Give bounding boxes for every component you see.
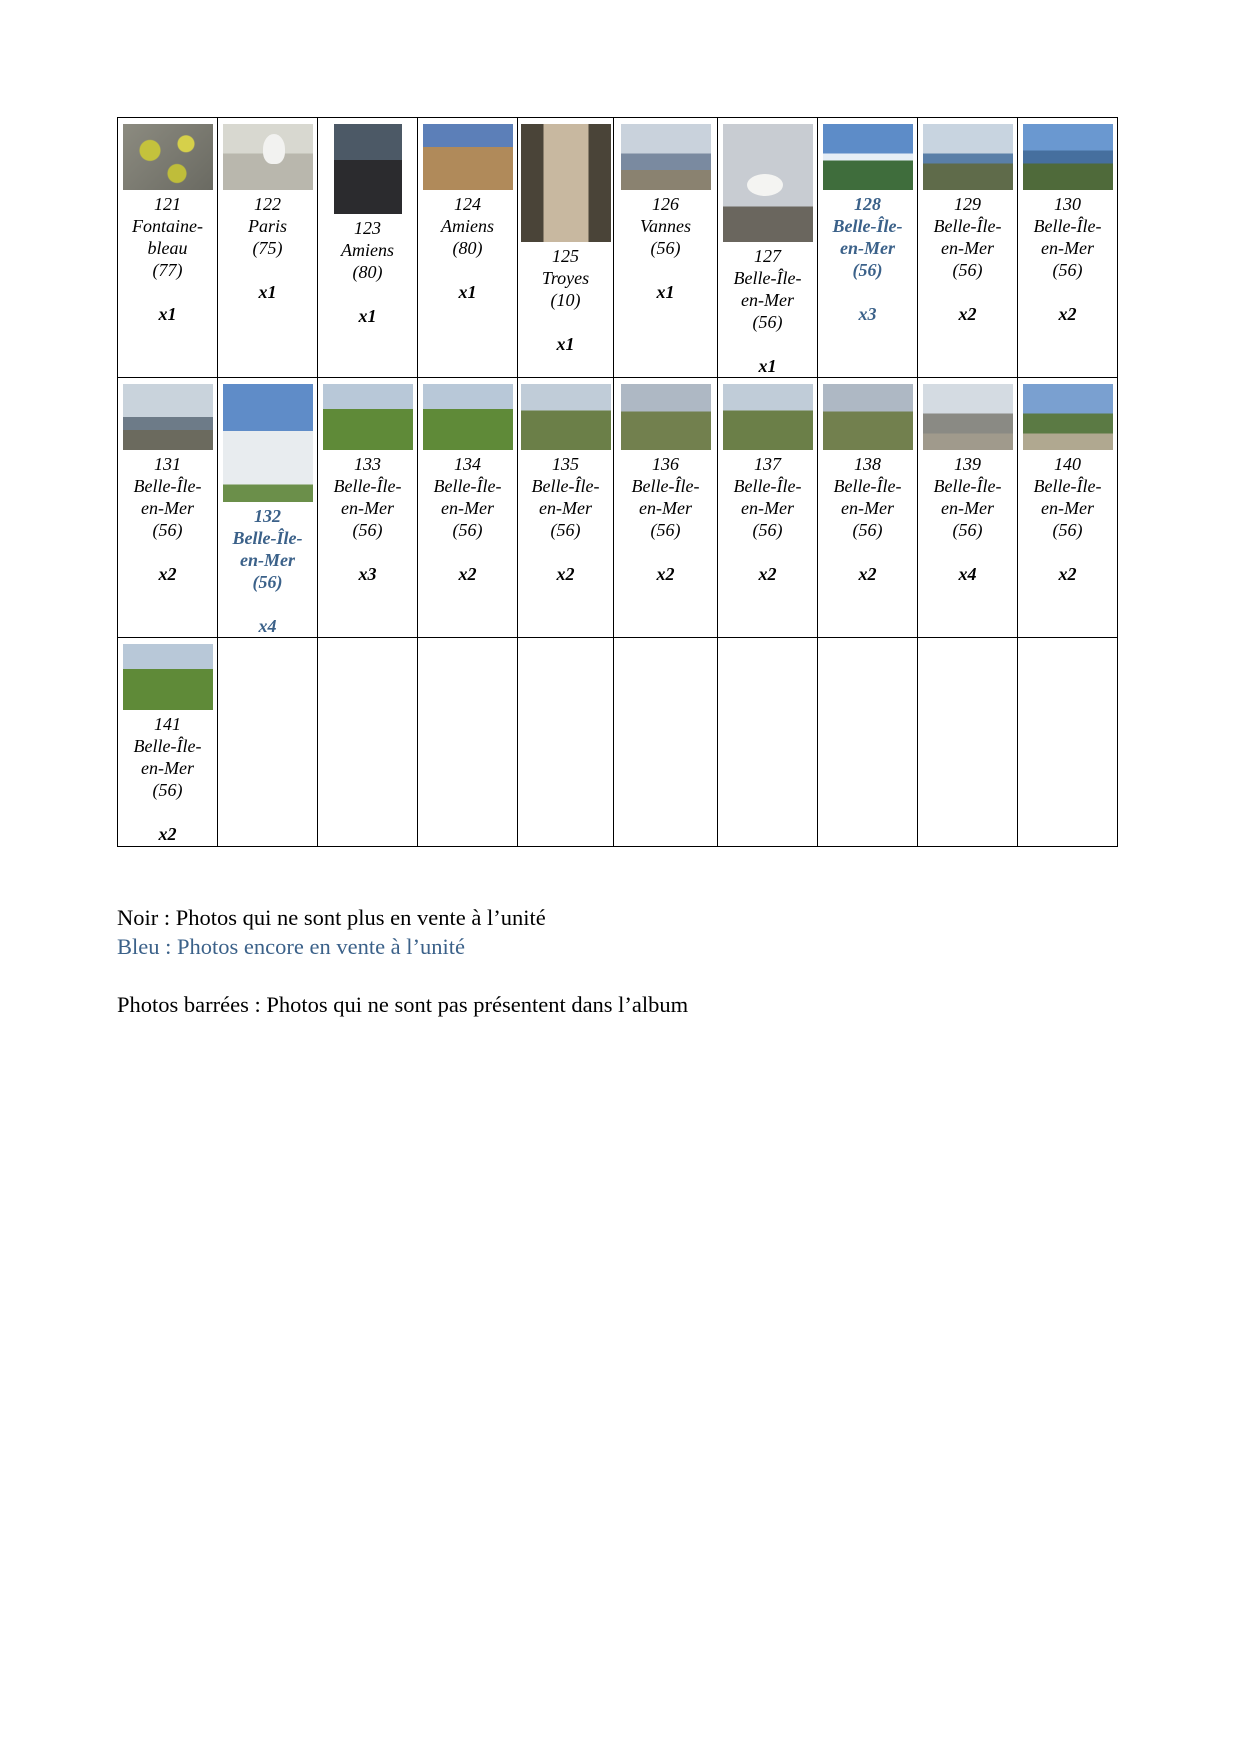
photo-department: (56): [952, 260, 983, 280]
photo-cell: [318, 118, 418, 378]
photo-thumbnail: [223, 384, 313, 502]
photo-quantity: x3: [358, 564, 377, 584]
photo-cell: [614, 378, 718, 638]
table-row: [118, 118, 1118, 378]
photo-department: (80): [452, 238, 483, 258]
photo-entry: [918, 378, 1017, 585]
photo-quantity: x4: [258, 616, 277, 636]
empty-cell: [818, 638, 918, 847]
legend-black-line: Noir : Photos qui ne sont plus en vente à l’unité: [117, 905, 546, 930]
photo-department: (56): [452, 520, 483, 540]
empty-cell: [718, 638, 818, 847]
photo-number: 139: [954, 454, 981, 474]
photo-entry: [418, 378, 517, 585]
photo-department: (56): [952, 520, 983, 540]
photo-number: 132: [254, 506, 281, 526]
photo-entry: [518, 118, 613, 355]
photo-entry: [318, 118, 417, 327]
photo-number: 125: [552, 246, 579, 266]
legend-spacer: [117, 961, 688, 990]
photo-number: 122: [254, 194, 281, 214]
photo-cell: [718, 118, 818, 378]
photo-number: 134: [454, 454, 481, 474]
photo-entry: [218, 378, 317, 637]
photo-cell: [918, 118, 1018, 378]
photo-quantity: x2: [158, 824, 177, 844]
photo-thumbnail: [923, 124, 1013, 190]
photo-entry: [1018, 378, 1117, 585]
photo-thumbnail: [823, 384, 913, 450]
photo-department: (56): [752, 520, 783, 540]
photo-location: Belle-Île-en-Mer: [733, 476, 802, 518]
photo-cell: [518, 118, 614, 378]
photo-quantity: x4: [958, 564, 977, 584]
empty-cell: [418, 638, 518, 847]
photo-quantity: x1: [758, 356, 777, 376]
photo-quantity: x1: [458, 282, 477, 302]
photo-cell: [818, 378, 918, 638]
photo-entry: [318, 378, 417, 585]
legend-strike-line: Photos barrées : Photos qui ne sont pas présentent dans l’album: [117, 992, 689, 1017]
photo-quantity: x1: [358, 306, 377, 326]
photo-number: 127: [754, 246, 781, 266]
photo-location: Belle-Île-en-Mer: [232, 528, 303, 570]
photo-department: (75): [252, 238, 283, 258]
photo-quantity: x2: [158, 564, 177, 584]
photo-location: Paris: [247, 216, 287, 236]
photo-number: 130: [1054, 194, 1081, 214]
photo-thumbnail: [621, 124, 711, 190]
photo-number: 128: [854, 194, 881, 214]
photo-cell: [218, 118, 318, 378]
photo-quantity: x2: [1058, 304, 1077, 324]
photo-entry: [918, 118, 1017, 325]
photo-location: Belle-Île-en-Mer: [133, 736, 202, 778]
photo-location: Belle-Île-en-Mer: [133, 476, 202, 518]
photo-entry: [418, 118, 517, 303]
photo-thumbnail: [723, 384, 813, 450]
empty-cell: [218, 638, 318, 847]
photo-number: 121: [154, 194, 181, 214]
photo-quantity: x2: [556, 564, 575, 584]
photo-department: (56): [152, 780, 183, 800]
photo-cell: [518, 378, 614, 638]
table-row: [118, 638, 1118, 847]
photo-cell: [1018, 378, 1118, 638]
empty-cell: [518, 638, 614, 847]
photo-cell: [118, 638, 218, 847]
photo-location: Belle-Île-en-Mer: [832, 216, 903, 258]
photo-thumbnail: [423, 124, 513, 190]
photo-entry: [218, 118, 317, 303]
photo-thumbnail: [223, 124, 313, 190]
empty-cell: [614, 638, 718, 847]
table-row: [118, 378, 1118, 638]
photo-location: Belle-Île-en-Mer: [933, 216, 1002, 258]
empty-cell: [318, 638, 418, 847]
photo-location: Fontaine-bleau: [132, 216, 203, 258]
photo-entry: [718, 118, 817, 377]
photo-department: (56): [550, 520, 581, 540]
photo-location: Belle-Île-en-Mer: [1033, 476, 1102, 518]
photo-quantity: x1: [556, 334, 575, 354]
photo-department: (56): [752, 312, 783, 332]
photo-quantity: x2: [458, 564, 477, 584]
photo-department: (77): [152, 260, 183, 280]
photo-thumbnail: [1023, 384, 1113, 450]
photo-quantity: x1: [258, 282, 277, 302]
photo-cell: [718, 378, 818, 638]
photo-entry: [518, 378, 613, 585]
photo-cell: [1018, 118, 1118, 378]
photo-department: (56): [650, 520, 681, 540]
photo-cell: [418, 378, 518, 638]
photo-location: Troyes: [541, 268, 590, 288]
photo-quantity: x2: [758, 564, 777, 584]
photo-cell: [118, 118, 218, 378]
photo-location: Vannes: [640, 216, 691, 236]
photo-thumbnail: [621, 384, 711, 450]
photo-quantity: x3: [858, 304, 877, 324]
photo-entry: [118, 638, 217, 845]
photo-thumbnail: [334, 124, 402, 214]
photo-entry: [118, 118, 217, 325]
photo-quantity: x1: [158, 304, 177, 324]
photo-entry: [118, 378, 217, 585]
photo-department: (56): [252, 572, 283, 592]
photo-entry: [718, 378, 817, 585]
photo-number: 138: [854, 454, 881, 474]
legend-blue-line: Bleu : Photos encore en vente à l’unité: [117, 934, 466, 959]
photo-quantity: x2: [656, 564, 675, 584]
photo-number: 141: [154, 714, 181, 734]
photo-number: 126: [652, 194, 679, 214]
photo-entry: [818, 118, 917, 325]
photo-number: 140: [1054, 454, 1081, 474]
photo-quantity: x2: [958, 304, 977, 324]
photo-department: (10): [550, 290, 581, 310]
photo-number: 136: [652, 454, 679, 474]
photo-thumbnail: [521, 124, 611, 242]
photo-department: (56): [1052, 520, 1083, 540]
photo-location: Belle-Île-en-Mer: [733, 268, 802, 310]
legend: [117, 903, 688, 1019]
photo-number: 129: [954, 194, 981, 214]
photo-entry: [818, 378, 917, 585]
photo-thumbnail: [923, 384, 1013, 450]
photo-location: Belle-Île-en-Mer: [631, 476, 700, 518]
photo-entry: [614, 118, 717, 303]
photo-cell: [614, 118, 718, 378]
photo-cell: [918, 378, 1018, 638]
photo-number: 124: [454, 194, 481, 214]
photo-number: 131: [154, 454, 181, 474]
photo-location: Amiens: [441, 216, 494, 236]
photo-department: (56): [352, 520, 383, 540]
photo-entry: [1018, 118, 1117, 325]
photo-location: Belle-Île-en-Mer: [531, 476, 600, 518]
empty-cell: [918, 638, 1018, 847]
photo-department: (56): [650, 238, 681, 258]
empty-cell: [1018, 638, 1118, 847]
photo-department: (56): [1052, 260, 1083, 280]
photo-thumbnail: [123, 124, 213, 190]
photo-thumbnail: [123, 384, 213, 450]
photo-location: Belle-Île-en-Mer: [433, 476, 502, 518]
photo-number: 135: [552, 454, 579, 474]
photo-cell: [418, 118, 518, 378]
photo-number: 123: [354, 218, 381, 238]
photo-quantity: x1: [656, 282, 675, 302]
photo-cell: [118, 378, 218, 638]
photo-location: Belle-Île-en-Mer: [1033, 216, 1102, 258]
photo-thumbnail: [323, 384, 413, 450]
photo-quantity: x2: [858, 564, 877, 584]
photo-entry: [614, 378, 717, 585]
photo-location: Belle-Île-en-Mer: [333, 476, 402, 518]
photo-location: Belle-Île-en-Mer: [933, 476, 1002, 518]
photo-location: Amiens: [341, 240, 394, 260]
photo-department: (80): [352, 262, 383, 282]
photo-number: 133: [354, 454, 381, 474]
photo-location: Belle-Île-en-Mer: [833, 476, 902, 518]
photo-cell: [218, 378, 318, 638]
photo-thumbnail: [521, 384, 611, 450]
photo-department: (56): [852, 260, 883, 280]
photo-thumbnail: [1023, 124, 1113, 190]
photo-thumbnail: [123, 644, 213, 710]
photo-department: (56): [852, 520, 883, 540]
photo-table-body: [118, 118, 1118, 847]
photo-thumbnail: [723, 124, 813, 242]
photo-catalog-table: [117, 117, 1118, 847]
photo-cell: [318, 378, 418, 638]
photo-quantity: x2: [1058, 564, 1077, 584]
photo-number: 137: [754, 454, 781, 474]
photo-thumbnail: [823, 124, 913, 190]
photo-cell: [818, 118, 918, 378]
photo-department: (56): [152, 520, 183, 540]
photo-thumbnail: [423, 384, 513, 450]
